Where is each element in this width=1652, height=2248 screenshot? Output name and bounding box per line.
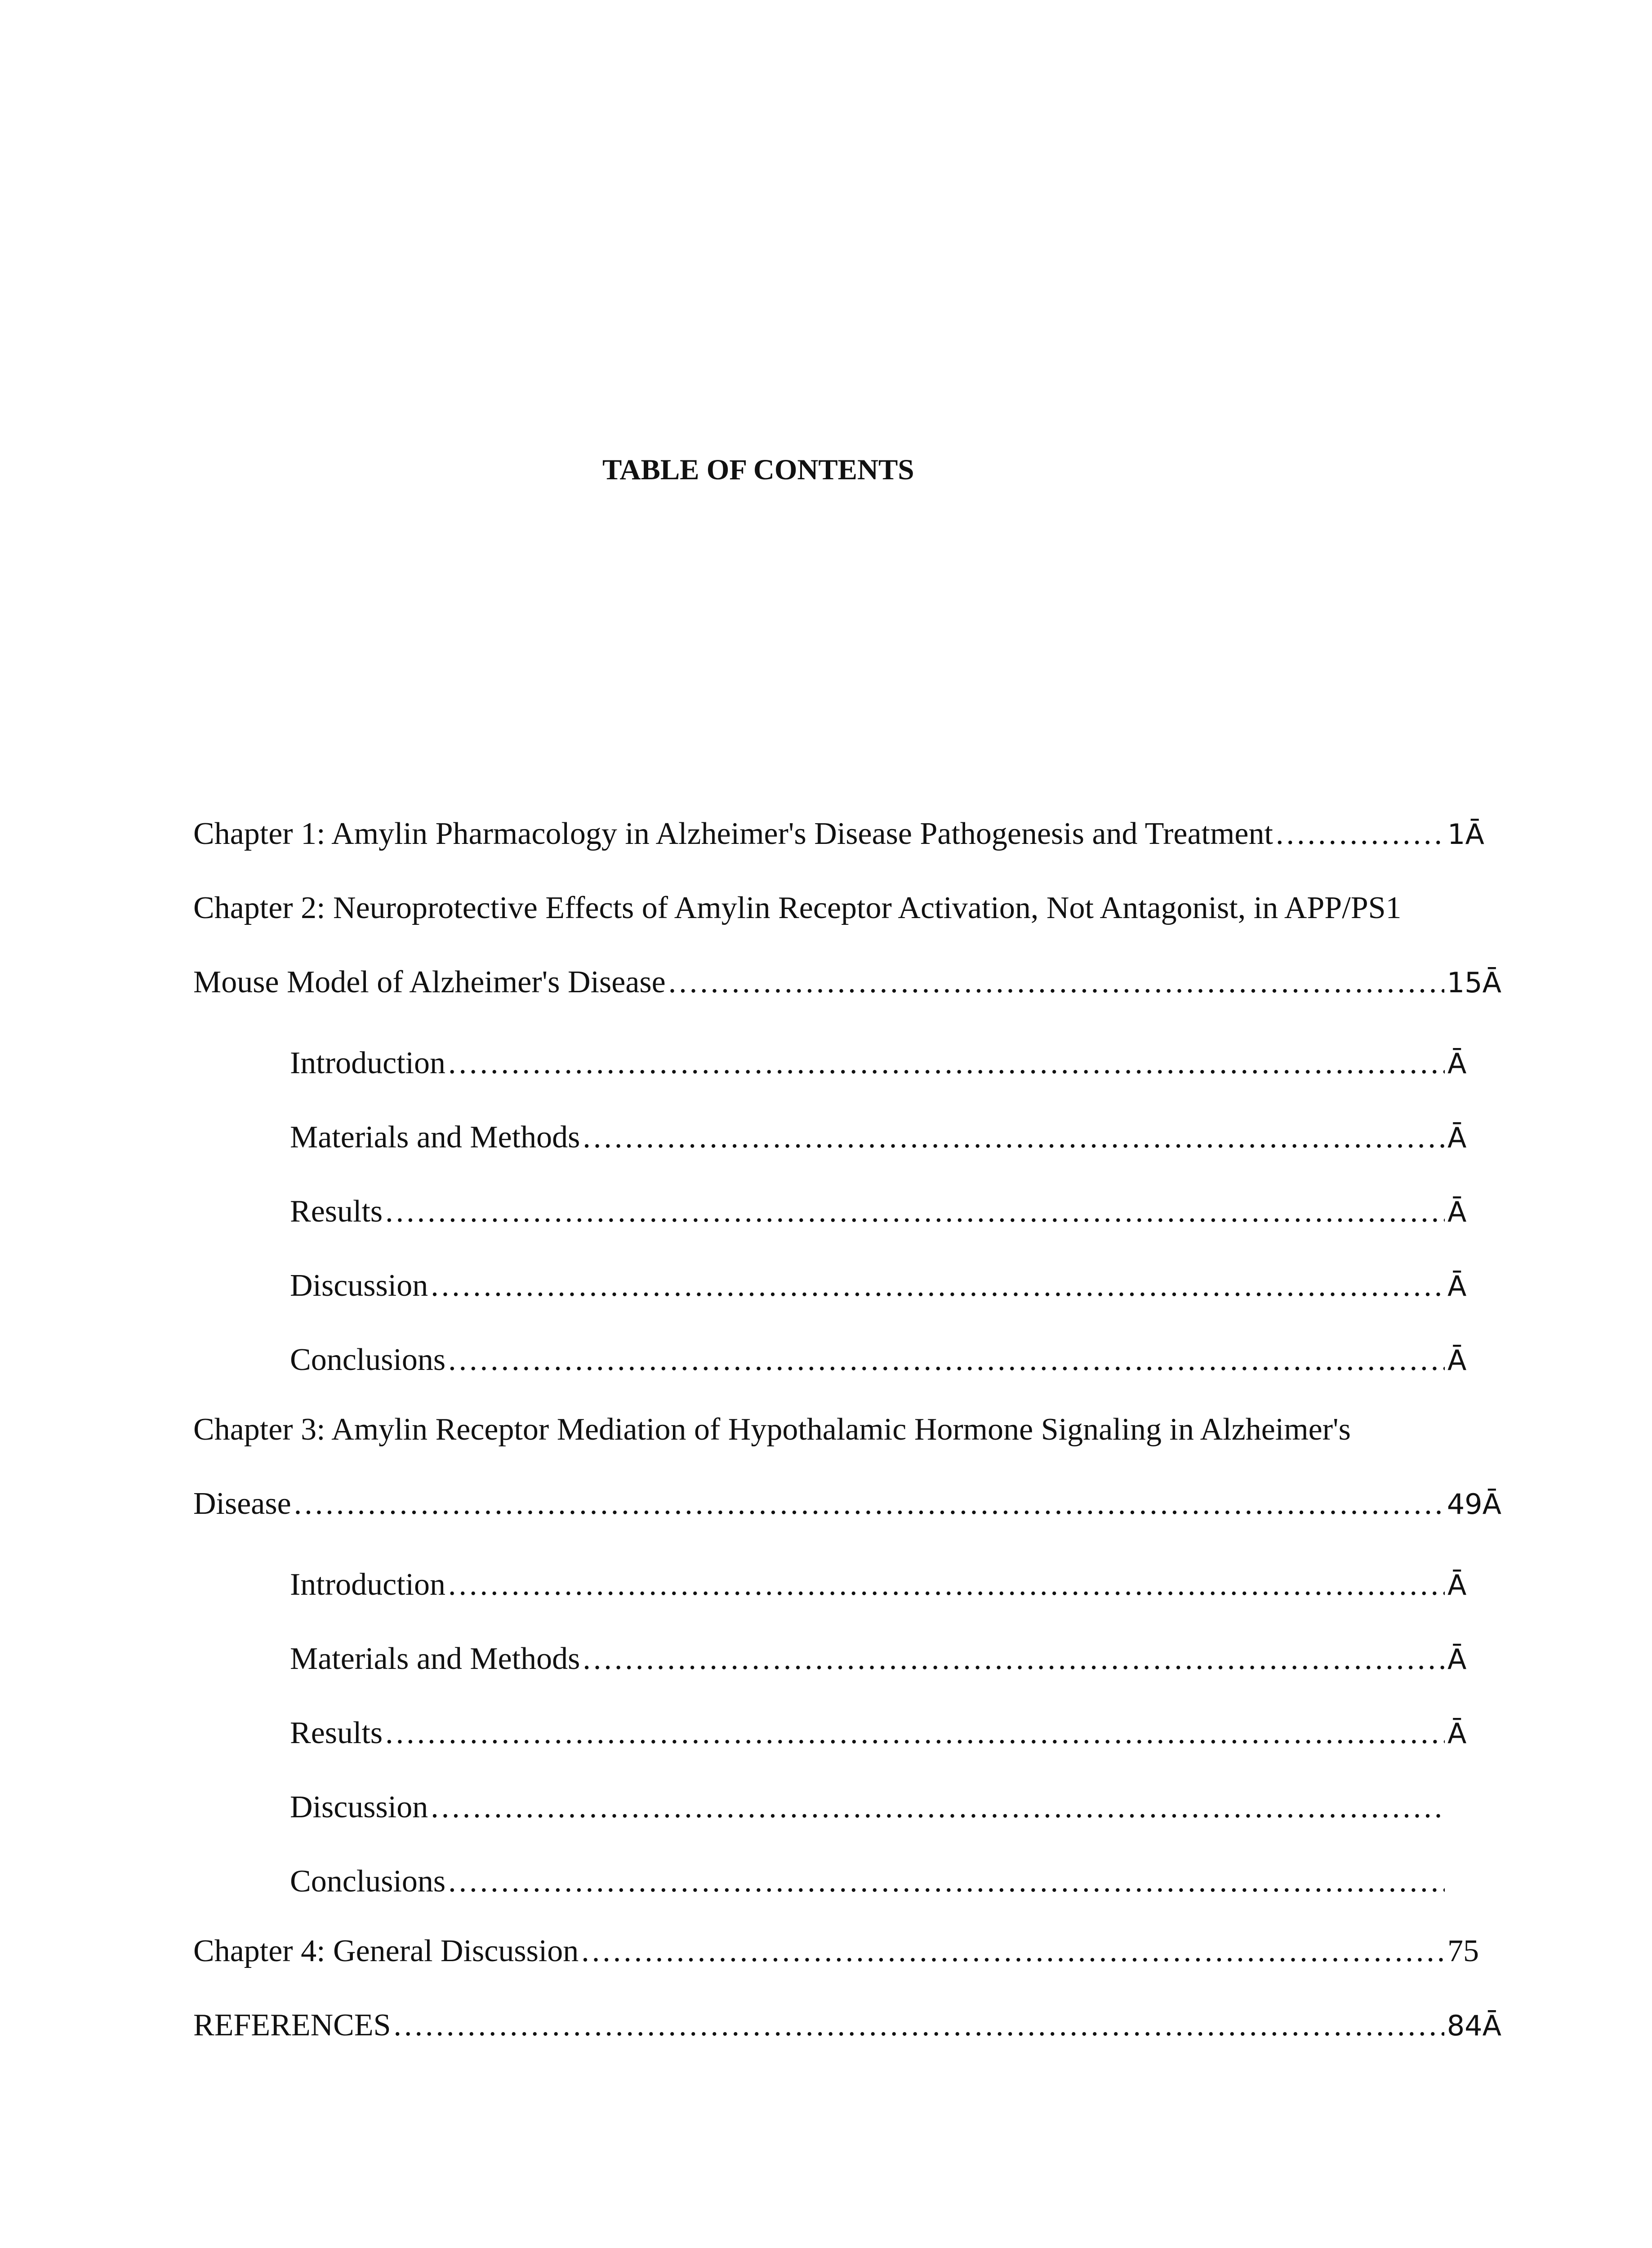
toc-entry-page: Ā — [1447, 1195, 1467, 1228]
toc-entry-chapter-3-line-2[interactable] — [193, 1479, 1501, 1529]
toc-entry-ch2-discussion[interactable] — [290, 1261, 1501, 1311]
toc-entry-chapter-2-line-2[interactable] — [193, 958, 1501, 1007]
toc-entry-page: 75 — [1447, 1934, 1479, 1968]
toc-entry-label: Materials and Methods — [290, 1641, 580, 1676]
toc-entry-ch2-materials-methods[interactable] — [290, 1113, 1501, 1162]
toc-entry-ch3-introduction[interactable] — [290, 1560, 1501, 1610]
toc-entry-label: Results — [290, 1194, 383, 1229]
toc-entry-label: Chapter 3: Amylin Receptor Mediation of Hypothalamic Hormone Signaling in Alzheimer's — [193, 1412, 1351, 1447]
toc-entry-page: Ā — [1447, 1121, 1467, 1154]
toc-entry-label: REFERENCES — [193, 2008, 391, 2043]
dot-leader — [448, 1857, 1445, 1906]
toc-entry-page: Ā — [1447, 1047, 1467, 1080]
dot-leader — [385, 1187, 1445, 1236]
toc-entry-label: Disease — [193, 1486, 291, 1521]
page-title: TABLE OF CONTENTS — [602, 454, 914, 486]
toc-entry-page: Ā — [1447, 1344, 1467, 1377]
dot-leader — [583, 1634, 1445, 1684]
toc-entry-page: Ā — [1447, 1270, 1467, 1302]
toc-entry-page: Ā — [1447, 1569, 1467, 1601]
dot-leader — [448, 1335, 1445, 1385]
dot-leader — [668, 958, 1444, 1007]
toc-entry-label: Introduction — [290, 1567, 446, 1602]
toc-entry-page: Ā — [1447, 1643, 1467, 1676]
dot-leader — [431, 1261, 1445, 1311]
dot-leader — [431, 1783, 1445, 1832]
dot-leader — [385, 1708, 1445, 1758]
toc-entry-references[interactable] — [193, 2001, 1501, 2050]
toc-entry-page: 49Ā — [1447, 1488, 1501, 1521]
toc-entry-ch2-conclusions[interactable] — [290, 1335, 1501, 1385]
toc-entry-ch3-conclusions[interactable] — [290, 1857, 1501, 1906]
toc-entry-ch3-discussion[interactable] — [290, 1783, 1501, 1832]
toc-entry-page: 1Ā — [1447, 818, 1484, 851]
toc-entry-ch3-results[interactable] — [290, 1708, 1501, 1758]
toc-entry-label: Chapter 2: Neuroprotective Effects of Amylin Receptor Activation, Not Antagonist, in APP/PS1 — [193, 891, 1402, 925]
toc-entry-label: Chapter 1: Amylin Pharmacology in Alzheimer's Disease Pathogenesis and Treatment — [193, 816, 1273, 851]
dot-leader — [448, 1560, 1445, 1610]
dot-leader — [294, 1479, 1444, 1529]
toc-entry-page: 84Ā — [1447, 2009, 1501, 2042]
dot-leader — [581, 1927, 1445, 1976]
toc-entry-label: Results — [290, 1716, 383, 1750]
toc-entry-chapter-2-line-1[interactable] — [193, 883, 1501, 933]
toc-entry-page: Ā — [1447, 1717, 1467, 1750]
toc-entry-label: Materials and Methods — [290, 1120, 580, 1155]
toc-entry-label: Discussion — [290, 1790, 428, 1824]
dot-leader — [583, 1113, 1445, 1162]
toc-entry-ch3-materials-methods[interactable] — [290, 1634, 1501, 1684]
dot-leader — [448, 1039, 1445, 1088]
dot-leader — [1276, 809, 1445, 859]
toc-entry-ch2-introduction[interactable] — [290, 1039, 1501, 1088]
toc-entry-page: 15Ā — [1447, 966, 1501, 999]
toc-entry-chapter-1[interactable] — [193, 809, 1501, 859]
toc-entry-ch2-results[interactable] — [290, 1187, 1501, 1236]
toc-entry-chapter-4[interactable] — [193, 1927, 1501, 1976]
toc-entry-label: Chapter 4: General Discussion — [193, 1934, 579, 1968]
toc-entry-label: Introduction — [290, 1046, 446, 1080]
toc-entry-label: Conclusions — [290, 1864, 446, 1899]
toc-entry-label: Discussion — [290, 1268, 428, 1303]
toc-entry-label: Conclusions — [290, 1343, 446, 1377]
toc-entry-chapter-3-line-1[interactable] — [193, 1405, 1501, 1454]
dot-leader — [394, 2001, 1444, 2050]
toc-entry-label: Mouse Model of Alzheimer's Disease — [193, 965, 666, 999]
